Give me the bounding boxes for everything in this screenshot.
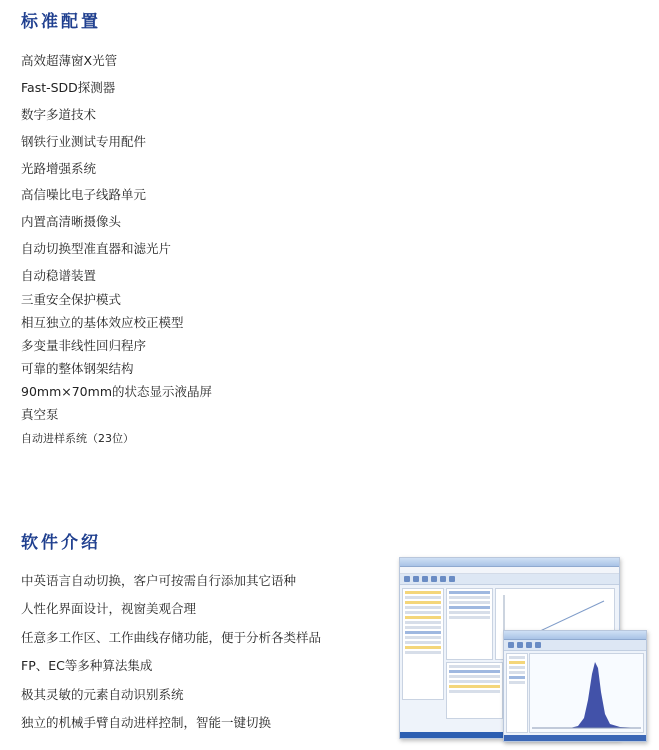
- standard-item: 自动切换型准直器和滤光片: [21, 241, 172, 256]
- software-intro-title: 软件介绍: [21, 533, 101, 553]
- spectrum-chart: [530, 654, 643, 732]
- standard-item: 真空泵: [21, 407, 59, 422]
- standard-item: 内置高清晰摄像头: [21, 214, 122, 229]
- standard-item: 可靠的整体钢架结构: [21, 361, 134, 376]
- results-panel: [446, 662, 503, 719]
- software-item: 极其灵敏的元素自动识别系统: [21, 687, 184, 702]
- standard-item: 自动稳谱装置: [21, 268, 97, 283]
- standard-item: 高效超薄窗X光管: [21, 53, 118, 68]
- software-item: 独立的机械手臂自动进样控制，智能一键切换: [21, 715, 272, 730]
- spectrum-panel: [529, 653, 644, 733]
- standard-item: 三重安全保护模式: [21, 292, 122, 307]
- standard-item: 90mm×70mm的状态显示液晶屏: [21, 384, 212, 399]
- software-item: 人性化界面设计，视窗美观合理: [21, 601, 197, 616]
- standard-item: 光路增强系统: [21, 161, 97, 176]
- software-item: FP、EC等多种算法集成: [21, 658, 153, 673]
- standard-item: 多变量非线性回归程序: [21, 338, 147, 353]
- standard-item: 相互独立的基体效应校正模型: [21, 315, 184, 330]
- software-screenshot-spectrum: [503, 630, 647, 742]
- standard-item: 数字多道技术: [21, 107, 97, 122]
- standard-item: Fast-SDD探测器: [21, 80, 116, 95]
- element-panel: [446, 588, 493, 660]
- software-item: 中英语言自动切换，客户可按需自行添加其它语种: [21, 573, 297, 588]
- sample-list-panel: [402, 588, 444, 700]
- spectrum-side-panel: [506, 653, 528, 733]
- standard-item: 自动进样系统（23位）: [21, 432, 134, 445]
- standard-config-title: 标准配置: [21, 12, 101, 32]
- software-item: 任意多工作区、工作曲线存储功能，便于分析各类样品: [21, 630, 322, 645]
- standard-item: 高信噪比电子线路单元: [21, 187, 147, 202]
- standard-item: 钢铁行业测试专用配件: [21, 134, 147, 149]
